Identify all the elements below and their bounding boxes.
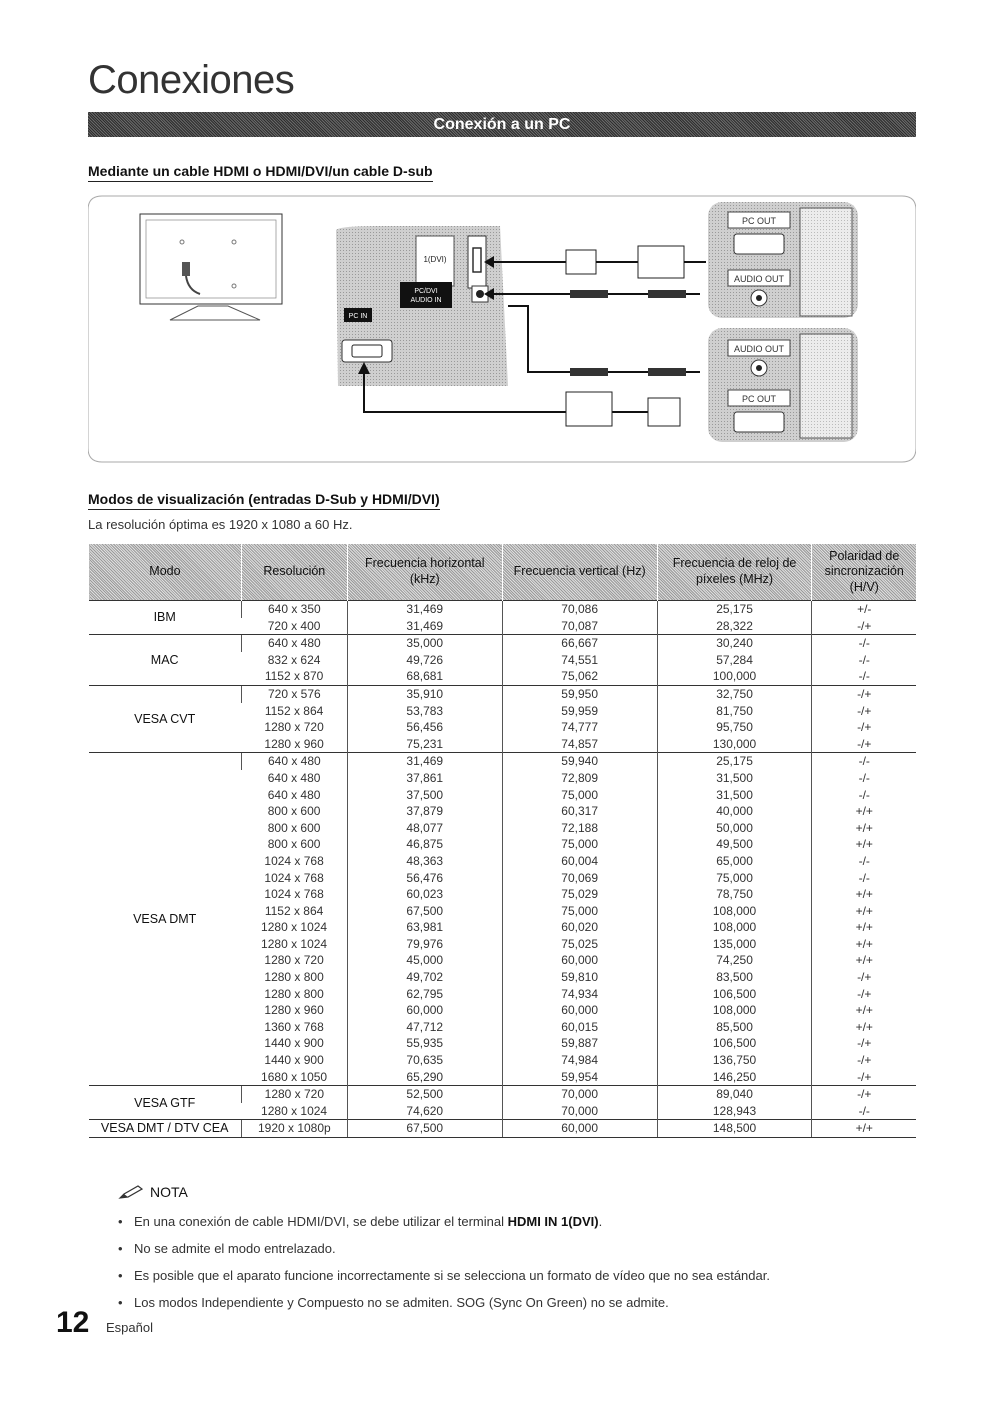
table-cell: 45,000 bbox=[347, 952, 502, 969]
note-item: • No se admite el modo entrelazado. bbox=[118, 1235, 770, 1262]
page-number: 12 bbox=[56, 1306, 90, 1339]
table-row bbox=[89, 1086, 917, 1103]
tv-rear-illustration bbox=[140, 214, 282, 320]
table-cell: 59,887 bbox=[502, 1035, 657, 1052]
table-cell: 800 x 600 bbox=[267, 837, 321, 852]
table-cell: 31,469 bbox=[347, 601, 502, 618]
table-cell: 800 x 600 bbox=[267, 820, 321, 835]
table-row bbox=[89, 601, 917, 618]
table-cell: 74,250 bbox=[657, 952, 812, 969]
table-cell: 49,500 bbox=[657, 836, 812, 853]
table-cell: 81,750 bbox=[657, 703, 812, 720]
table-cell: 59,959 bbox=[502, 703, 657, 720]
table-cell: +/+ bbox=[812, 952, 916, 969]
table-cell: 74,984 bbox=[502, 1052, 657, 1069]
table-cell: 89,040 bbox=[657, 1086, 812, 1103]
table-cell: 67,500 bbox=[347, 1120, 502, 1138]
table-cell: 31,469 bbox=[347, 753, 502, 770]
table-row bbox=[89, 685, 917, 702]
pc-in-label: PC IN bbox=[348, 313, 368, 320]
section-bar: Conexión a un PC bbox=[88, 112, 916, 137]
pcdvi-label: PC/DVI bbox=[414, 288, 438, 295]
table-cell: 130,000 bbox=[657, 736, 812, 753]
table-cell: 74,857 bbox=[502, 736, 657, 753]
mode-cell: VESA CVT bbox=[89, 685, 242, 752]
table-cell: 1280 x 720 bbox=[264, 720, 324, 735]
table-cell: -/- bbox=[812, 753, 916, 770]
table-cell: 62,795 bbox=[347, 986, 502, 1003]
table-cell: 75,000 bbox=[657, 870, 812, 887]
table-cell: 31,500 bbox=[657, 770, 812, 787]
table-cell: 59,954 bbox=[502, 1069, 657, 1086]
table-cell: 720 x 576 bbox=[241, 685, 347, 702]
pc1-audio-out-label: AUDIO OUT bbox=[733, 274, 785, 284]
table-cell: 35,910 bbox=[347, 685, 502, 702]
table-cell: 60,004 bbox=[502, 853, 657, 870]
table-cell: 46,875 bbox=[347, 836, 502, 853]
table-cell: 31,500 bbox=[657, 787, 812, 804]
table-cell: +/+ bbox=[812, 836, 916, 853]
table-cell: -/- bbox=[812, 652, 916, 669]
table-cell: 60,000 bbox=[502, 952, 657, 969]
table-cell: 1024 x 768 bbox=[264, 887, 324, 902]
table-cell: 56,476 bbox=[347, 870, 502, 887]
table-cell: 72,188 bbox=[502, 820, 657, 837]
table-cell: -/- bbox=[812, 770, 916, 787]
note-heading bbox=[118, 1184, 188, 1200]
table-cell: 25,175 bbox=[657, 753, 812, 770]
table-cell: 70,087 bbox=[502, 618, 657, 635]
table-cell: 800 x 600 bbox=[267, 804, 321, 819]
table-cell: 1280 x 800 bbox=[264, 970, 324, 985]
table-cell: +/- bbox=[812, 601, 916, 618]
table-cell: 1280 x 960 bbox=[264, 736, 324, 751]
col-header-pixel-clock: Frecuencia de reloj de píxeles (MHz) bbox=[657, 544, 812, 601]
pc-hdmi-illustration bbox=[708, 202, 858, 318]
table-cell: 53,783 bbox=[347, 703, 502, 720]
table-cell: 48,077 bbox=[347, 820, 502, 837]
tv-input-panel bbox=[336, 226, 508, 386]
pc1-pc-out-label: PC OUT bbox=[741, 216, 777, 226]
table-cell: 1280 x 720 bbox=[264, 953, 324, 968]
table-cell: 95,750 bbox=[657, 719, 812, 736]
note-title: NOTA bbox=[150, 1184, 188, 1200]
table-cell: -/+ bbox=[812, 1086, 916, 1103]
table-cell: 72,809 bbox=[502, 770, 657, 787]
table-cell: 28,322 bbox=[657, 618, 812, 635]
table-cell: 1024 x 768 bbox=[264, 870, 324, 885]
table-cell: +/+ bbox=[812, 1120, 916, 1138]
table-cell: 60,317 bbox=[502, 803, 657, 820]
table-cell: -/- bbox=[812, 870, 916, 887]
table-cell: 83,500 bbox=[657, 969, 812, 986]
table-cell: 1152 x 864 bbox=[264, 703, 324, 718]
table-cell: 106,500 bbox=[657, 1035, 812, 1052]
col-header-vfreq: Frecuencia vertical (Hz) bbox=[502, 544, 657, 601]
table-row bbox=[89, 753, 917, 770]
table-cell: 832 x 624 bbox=[267, 652, 321, 667]
table-cell: 1024 x 768 bbox=[264, 853, 324, 868]
table-cell: 75,025 bbox=[502, 936, 657, 953]
table-cell: 49,726 bbox=[347, 652, 502, 669]
table-cell: 37,879 bbox=[347, 803, 502, 820]
table-cell: 74,777 bbox=[502, 719, 657, 736]
table-cell: +/+ bbox=[812, 1002, 916, 1019]
table-cell: 1152 x 870 bbox=[264, 669, 324, 684]
table-cell: 1280 x 1024 bbox=[261, 1103, 328, 1118]
table-cell: -/+ bbox=[812, 969, 916, 986]
mode-cell: VESA DMT bbox=[89, 753, 242, 1086]
pc2-audio-out-label: AUDIO OUT bbox=[733, 344, 785, 354]
table-cell: 52,500 bbox=[347, 1086, 502, 1103]
table-cell: 67,500 bbox=[347, 903, 502, 920]
table-cell: 37,500 bbox=[347, 787, 502, 804]
table-cell: -/+ bbox=[812, 1052, 916, 1069]
table-cell: 65,290 bbox=[347, 1069, 502, 1086]
table-cell: 148,500 bbox=[657, 1120, 812, 1138]
table-cell: +/+ bbox=[812, 936, 916, 953]
table-cell: 65,000 bbox=[657, 853, 812, 870]
heading-modes: Modos de visualización (entradas D-Sub y HDMI/DVI) bbox=[88, 491, 440, 510]
table-cell: 74,934 bbox=[502, 986, 657, 1003]
table-cell: 56,456 bbox=[347, 719, 502, 736]
col-header-hfreq: Frecuencia horizontal (kHz) bbox=[347, 544, 502, 601]
table-cell: 106,500 bbox=[657, 986, 812, 1003]
table-cell: 108,000 bbox=[657, 1002, 812, 1019]
table-cell: 136,750 bbox=[657, 1052, 812, 1069]
table-cell: 66,667 bbox=[502, 635, 657, 652]
connection-diagram bbox=[88, 190, 916, 468]
table-cell: 78,750 bbox=[657, 886, 812, 903]
table-cell: -/+ bbox=[812, 618, 916, 635]
audio-in-label: AUDIO IN bbox=[410, 297, 442, 304]
table-cell: +/+ bbox=[812, 820, 916, 837]
table-cell: 74,620 bbox=[347, 1103, 502, 1120]
table-cell: 1280 x 720 bbox=[241, 1086, 347, 1103]
note-item: • Los modos Independiente y Compuesto no se admiten. SOG (Sync On Green) no se admite. bbox=[118, 1289, 770, 1316]
display-modes-table bbox=[88, 544, 916, 1138]
table-cell: -/+ bbox=[812, 685, 916, 702]
intro-text: La resolución óptima es 1920 x 1080 a 60 Hz. bbox=[88, 517, 353, 532]
table-cell: 75,231 bbox=[347, 736, 502, 753]
table-cell: -/+ bbox=[812, 719, 916, 736]
table-cell: 60,000 bbox=[502, 1002, 657, 1019]
page-title: Conexiones bbox=[88, 58, 295, 102]
table-cell: 37,861 bbox=[347, 770, 502, 787]
table-cell: -/+ bbox=[812, 986, 916, 1003]
table-cell: -/- bbox=[812, 853, 916, 870]
table-cell: 63,981 bbox=[347, 919, 502, 936]
table-cell: 1280 x 800 bbox=[264, 986, 324, 1001]
table-cell: 128,943 bbox=[657, 1103, 812, 1120]
table-cell: 50,000 bbox=[657, 820, 812, 837]
table-cell: 640 x 480 bbox=[241, 635, 347, 652]
table-cell: 75,000 bbox=[502, 903, 657, 920]
table-cell: -/+ bbox=[812, 1035, 916, 1052]
table-cell: +/+ bbox=[812, 803, 916, 820]
table-cell: 31,469 bbox=[347, 618, 502, 635]
pencil-note-icon bbox=[118, 1184, 144, 1200]
table-cell: 70,000 bbox=[502, 1086, 657, 1103]
table-cell: 40,000 bbox=[657, 803, 812, 820]
table-cell: +/+ bbox=[812, 919, 916, 936]
table-cell: 70,000 bbox=[502, 1103, 657, 1120]
table-cell: 59,940 bbox=[502, 753, 657, 770]
table-cell: 75,000 bbox=[502, 787, 657, 804]
table-cell: +/+ bbox=[812, 1019, 916, 1036]
table-cell: 35,000 bbox=[347, 635, 502, 652]
mode-cell: VESA GTF bbox=[89, 1086, 242, 1120]
table-cell: -/+ bbox=[812, 736, 916, 753]
table-cell: -/+ bbox=[812, 703, 916, 720]
table-cell: 1440 x 900 bbox=[264, 1053, 324, 1068]
table-cell: 75,029 bbox=[502, 886, 657, 903]
table-cell: 79,976 bbox=[347, 936, 502, 953]
table-cell: 25,175 bbox=[657, 601, 812, 618]
table-cell: 59,950 bbox=[502, 685, 657, 702]
table-cell: 1280 x 1024 bbox=[261, 920, 328, 935]
table-cell: 30,240 bbox=[657, 635, 812, 652]
table-cell: 75,000 bbox=[502, 836, 657, 853]
table-cell: 57,284 bbox=[657, 652, 812, 669]
table-cell: 32,750 bbox=[657, 685, 812, 702]
table-cell: 75,062 bbox=[502, 668, 657, 685]
table-cell: 720 x 400 bbox=[267, 618, 321, 633]
table-cell: 70,069 bbox=[502, 870, 657, 887]
heading-cable: Mediante un cable HDMI o HDMI/DVI/un cable D-sub bbox=[88, 163, 433, 182]
table-cell: 70,635 bbox=[347, 1052, 502, 1069]
table-cell: 47,712 bbox=[347, 1019, 502, 1036]
table-cell: 135,000 bbox=[657, 936, 812, 953]
table-cell: 49,702 bbox=[347, 969, 502, 986]
table-cell: 60,015 bbox=[502, 1019, 657, 1036]
table-cell: 1680 x 1050 bbox=[261, 1069, 328, 1084]
table-cell: -/- bbox=[812, 787, 916, 804]
table-cell: 60,000 bbox=[502, 1120, 657, 1138]
table-cell: 108,000 bbox=[657, 919, 812, 936]
table-cell: 70,086 bbox=[502, 601, 657, 618]
table-cell: 1920 x 1080p bbox=[241, 1120, 347, 1138]
table-cell: 85,500 bbox=[657, 1019, 812, 1036]
table-cell: 60,023 bbox=[347, 886, 502, 903]
table-cell: 60,000 bbox=[347, 1002, 502, 1019]
table-cell: 640 x 480 bbox=[267, 770, 321, 785]
table-cell: 146,250 bbox=[657, 1069, 812, 1086]
table-body bbox=[89, 601, 917, 1138]
table-cell: +/+ bbox=[812, 903, 916, 920]
note-item: • Es posible que el aparato funcione incorrectamente si se selecciona un formato de vídeo que no sea estándar. bbox=[118, 1262, 770, 1289]
pc-dsub-illustration bbox=[708, 328, 858, 442]
table-cell: 1280 x 960 bbox=[264, 1003, 324, 1018]
notes-list bbox=[118, 1208, 770, 1316]
table-cell: 108,000 bbox=[657, 903, 812, 920]
table-cell: 1360 x 768 bbox=[264, 1019, 324, 1034]
col-header-mode: Modo bbox=[89, 544, 242, 601]
table-cell: 1280 x 1024 bbox=[261, 936, 328, 951]
table-cell: 60,020 bbox=[502, 919, 657, 936]
col-header-sync-polarity: Polaridad de sincronización (H/V) bbox=[812, 544, 916, 601]
table-cell: 1440 x 900 bbox=[264, 1036, 324, 1051]
table-cell: 68,681 bbox=[347, 668, 502, 685]
table-cell: 74,551 bbox=[502, 652, 657, 669]
table-cell: -/- bbox=[812, 1103, 916, 1120]
table-cell: 59,810 bbox=[502, 969, 657, 986]
col-header-resolution: Resolución bbox=[241, 544, 347, 601]
table-cell: 1152 x 864 bbox=[264, 903, 324, 918]
language-label: Español bbox=[106, 1320, 153, 1335]
table-cell: 640 x 480 bbox=[241, 753, 347, 770]
pc2-pc-out-label: PC OUT bbox=[741, 394, 777, 404]
table-cell: -/- bbox=[812, 668, 916, 685]
table-cell: 640 x 480 bbox=[267, 787, 321, 802]
mode-cell: VESA DMT / DTV CEA bbox=[89, 1120, 242, 1138]
table-cell: -/+ bbox=[812, 1069, 916, 1086]
table-row bbox=[89, 635, 917, 652]
table-cell: 640 x 350 bbox=[241, 601, 347, 618]
table-cell: 55,935 bbox=[347, 1035, 502, 1052]
note-item: • En una conexión de cable HDMI/DVI, se debe utilizar el terminal HDMI IN 1(DVI). bbox=[118, 1208, 770, 1235]
mode-cell: IBM bbox=[89, 601, 242, 635]
table-row bbox=[89, 1120, 917, 1138]
table-cell: -/- bbox=[812, 635, 916, 652]
table-cell: 48,363 bbox=[347, 853, 502, 870]
table-cell: 100,000 bbox=[657, 668, 812, 685]
hdmi-port-label: 1(DVI) bbox=[423, 255, 447, 264]
mode-cell: MAC bbox=[89, 635, 242, 686]
table-cell: +/+ bbox=[812, 886, 916, 903]
